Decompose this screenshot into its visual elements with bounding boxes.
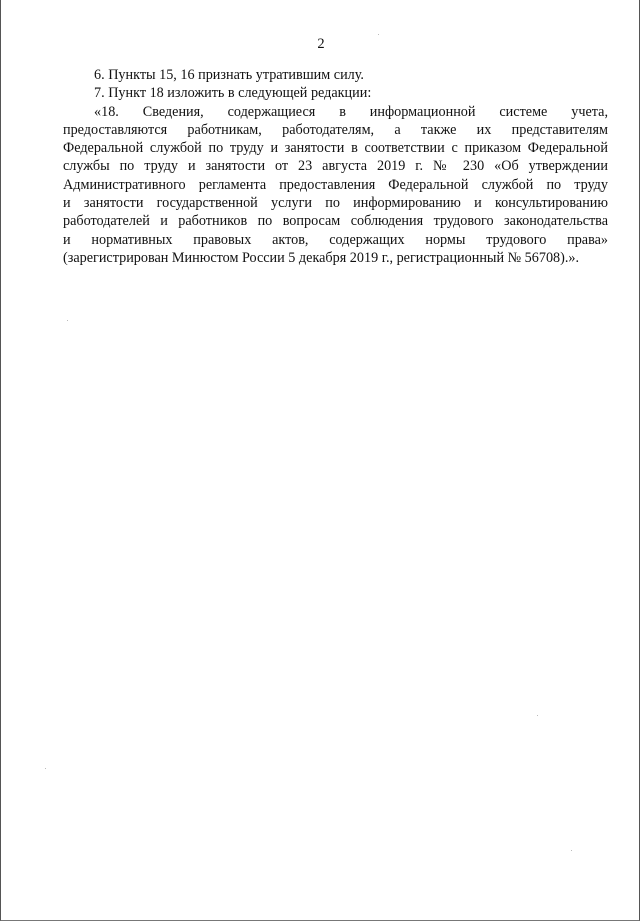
quoted-paragraph-18	[63, 103, 608, 268]
quote-line: и занятости государственной услуги по информированию и консультированию	[63, 195, 608, 212]
page-number: 2	[317, 36, 325, 52]
quote-line: и нормативных правовых актов, содержащих нормы трудового права»	[63, 231, 608, 248]
scan-speck	[67, 320, 68, 321]
quote-line: работодателей и работников по вопросам соблюдения трудового законодательства	[63, 213, 608, 230]
quote-line: предоставляются работникам, работодателям, а также их представителям	[63, 121, 608, 138]
scan-speck	[45, 768, 46, 769]
document-body	[63, 66, 608, 267]
scan-speck	[571, 850, 572, 851]
quote-line: Административного регламента предоставления Федеральной службой по труду	[63, 176, 608, 193]
quote-line: «18. Сведения, содержащиеся в информационной системе учета,	[94, 103, 608, 120]
paragraph-7: 7. Пункт 18 изложить в следующей редакции:	[94, 85, 372, 102]
quote-line: Федеральной службой по труду и занятости в соответствии с приказом Федеральной	[63, 140, 608, 157]
scan-speck	[378, 34, 379, 35]
paragraph-6: 6. Пункты 15, 16 признать утратившим силу.	[94, 67, 364, 83]
scan-speck	[537, 715, 538, 716]
quote-line: (зарегистрирован Минюстом России 5 декабря 2019 г., регистрационный № 56708).».	[63, 249, 580, 266]
quote-line: службы по труду и занятости от 23 августа 2019 г. № 230 «Об утверждении	[63, 158, 608, 175]
